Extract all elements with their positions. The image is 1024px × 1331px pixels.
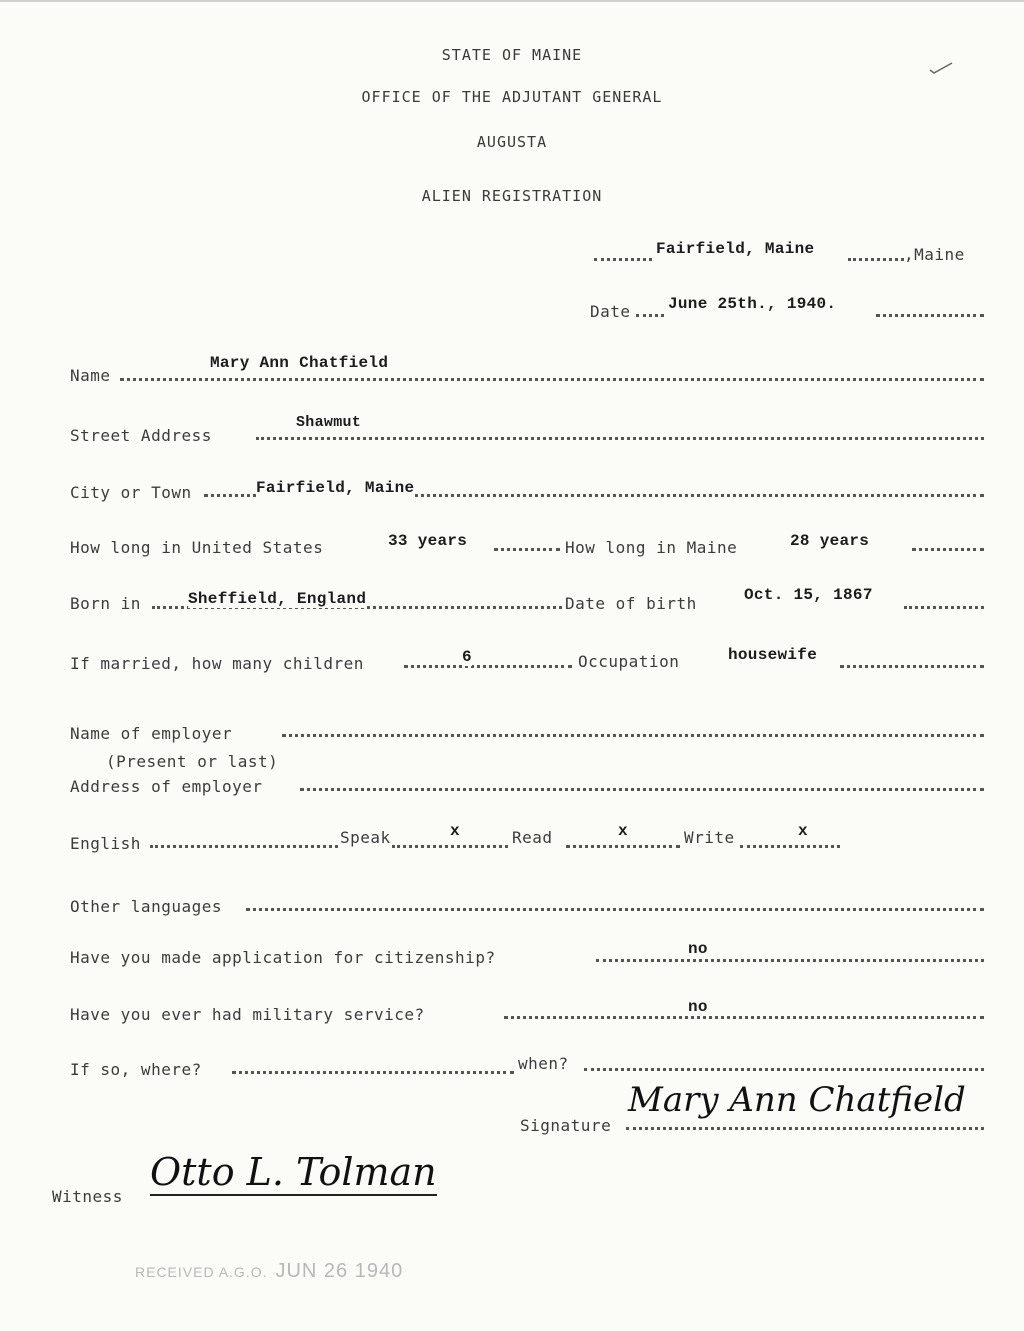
born-label: Born in [70, 594, 141, 613]
date-leader-2 [876, 314, 984, 317]
employer-leader [282, 734, 984, 737]
citizenship-label: Have you made application for citizenship? [70, 948, 496, 967]
stamp-date: JUN 26 1940 [275, 1260, 404, 1282]
children-label: If married, how many children [70, 654, 364, 673]
speak-value: x [450, 822, 460, 840]
occupation-label: Occupation [578, 652, 680, 671]
other-languages-label: Other languages [70, 897, 222, 916]
other-languages-leader [246, 908, 984, 911]
name-leader [120, 378, 984, 381]
write-value: x [798, 822, 808, 840]
witness-value: Otto L. Tolman [150, 1150, 437, 1194]
write-label: Write [684, 828, 735, 847]
received-stamp [135, 1260, 403, 1283]
occupation-value: housewife [728, 646, 818, 664]
stamp-text: RECEIVED A.G.O. [135, 1264, 268, 1280]
employer-label: Name of employer [70, 724, 233, 743]
signature-value: Mary Ann Chatfield [628, 1080, 966, 1120]
employer-sublabel: (Present or last) [106, 752, 279, 771]
city-value: Fairfield, Maine [256, 479, 415, 497]
name-value: Mary Ann Chatfield [210, 354, 389, 372]
write-leader [740, 845, 840, 848]
if-so-label: If so, where? [70, 1060, 202, 1079]
date-leader [636, 314, 664, 317]
header-office: OFFICE OF THE ADJUTANT GENERAL [361, 88, 663, 106]
birth-date-leader [904, 606, 984, 609]
speak-label: Speak [340, 828, 391, 847]
english-leader [150, 845, 338, 848]
city-label: City or Town [70, 483, 192, 502]
place-leader [594, 258, 652, 261]
place-leader-2 [848, 258, 904, 261]
if-so-leader [232, 1071, 514, 1074]
header-city: AUGUSTA [476, 133, 548, 151]
form-title: ALIEN REGISTRATION [421, 187, 603, 205]
speak-leader [392, 845, 508, 848]
witness-label: Witness [52, 1187, 123, 1206]
header-state: STATE OF MAINE [441, 46, 583, 64]
us-duration-leader [494, 548, 560, 551]
place-value: Fairfield, Maine [656, 240, 815, 258]
street-label: Street Address [70, 426, 212, 445]
read-label: Read [512, 828, 553, 847]
signature-label: Signature [520, 1116, 612, 1135]
maine-duration-label: How long in Maine [565, 538, 738, 557]
when-leader [584, 1068, 984, 1071]
name-label: Name [70, 366, 111, 385]
citizenship-value: no [688, 940, 708, 958]
children-leader [404, 665, 572, 668]
us-duration-value: 33 years [388, 532, 468, 550]
children-value: 6 [462, 648, 472, 666]
read-value: x [618, 822, 628, 840]
english-label: English [70, 834, 141, 853]
birth-date-label: Date of birth [565, 594, 697, 613]
maine-duration-leader [912, 548, 984, 551]
birth-date-value: Oct. 15, 1867 [744, 586, 873, 604]
military-label: Have you ever had military service? [70, 1005, 425, 1024]
when-label: when? [518, 1054, 569, 1073]
occupation-leader [840, 665, 984, 668]
us-duration-label: How long in United States [70, 538, 324, 557]
date-value: June 25th., 1940. [668, 295, 837, 313]
signature-leader [626, 1127, 984, 1130]
date-label: Date [590, 302, 631, 321]
read-leader [566, 845, 680, 848]
employer-address-label: Address of employer [70, 777, 263, 796]
check-mark-icon [928, 60, 954, 76]
place-suffix: ,Maine [904, 245, 965, 264]
employer-address-leader [300, 788, 984, 791]
military-value: no [688, 998, 708, 1016]
street-value: Shawmut [296, 414, 362, 431]
citizenship-leader [596, 959, 984, 962]
military-leader [504, 1016, 984, 1019]
maine-duration-value: 28 years [790, 532, 870, 550]
born-value: Sheffield, England [188, 590, 367, 608]
street-leader [256, 437, 984, 440]
